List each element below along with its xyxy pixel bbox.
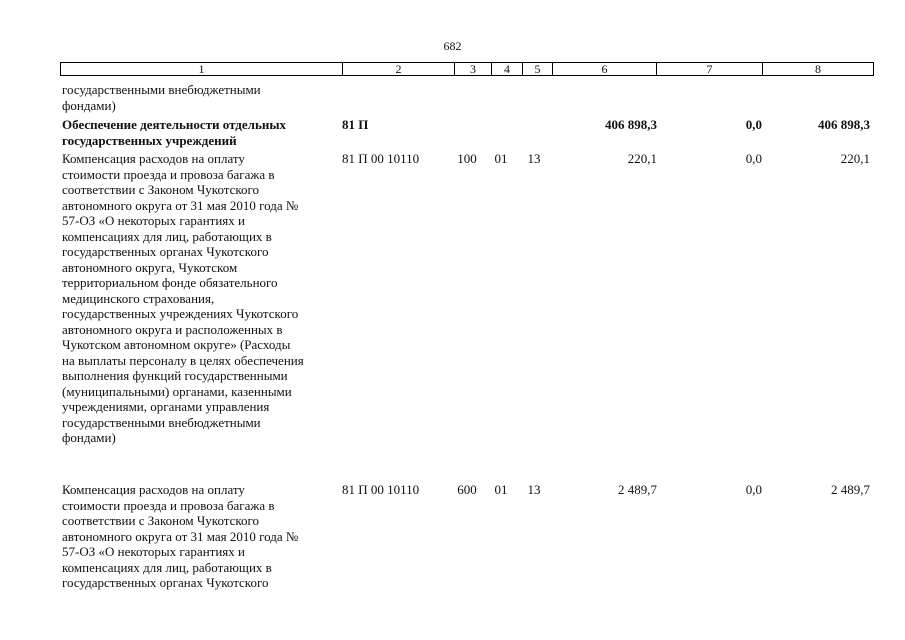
row-code: 81 П 00 10110 <box>342 482 420 497</box>
row-col-8: 2 489,7 <box>831 482 870 497</box>
row-col-8: 406 898,3 <box>818 117 870 132</box>
table-header-row <box>60 62 874 76</box>
row-description: государственными внебюджетными фондами) <box>62 82 261 113</box>
header-col-2: 2 <box>343 63 455 75</box>
row-col-4: 01 <box>494 482 508 497</box>
row-description: Компенсация расходов на оплату стоимости проезда и провоза багажа в соответствии с Законом Чукотского автономного округа от 31 мая 2010 года № 57-ОЗ «О некоторых гарантиях и компенсациях для лиц, работающих в государственных органах Чукотского автономного округа, Чукотском территориальном фонде обязательного медицинского страхования, государственных учреждениях Чукотского автономного округа и расположенных в Чукотском автономном округе» (Расходы на выплаты персоналу в целях обеспечения выполнения функций государственными (муниципальными) органами, казенными учреждениями, органами управления государственными внебюджетными фондами) <box>62 151 304 445</box>
row-col-5: 13 <box>527 482 541 497</box>
row-code: 81 П 00 10110 <box>342 151 420 166</box>
header-col-8: 8 <box>815 62 821 76</box>
row-col-3: 100 <box>457 151 477 166</box>
header-col-3: 3 <box>455 63 492 75</box>
row-col-7: 0,0 <box>745 117 762 132</box>
row-description: Компенсация расходов на оплату стоимости проезда и провоза багажа в соответствии с Законом Чукотского автономного округа от 31 мая 2010 года № 57-ОЗ «О некоторых гарантиях и компенсациях для лиц, работающих в государственных органах Чукотского <box>62 482 299 590</box>
row-col-6: 220,1 <box>627 151 657 166</box>
header-col-6: 6 <box>553 63 657 75</box>
header-col-4: 4 <box>492 63 523 75</box>
header-col-1: 1 <box>61 63 343 75</box>
row-col-7: 0,0 <box>745 151 762 166</box>
header-col-5: 5 <box>523 63 553 75</box>
row-col-6: 2 489,7 <box>618 482 657 497</box>
row-col-6: 406 898,3 <box>605 117 657 132</box>
page-number: 682 <box>443 39 462 53</box>
row-col-5: 13 <box>527 151 541 166</box>
row-description: Обеспечение деятельности отдельных государственных учреждений <box>62 117 286 148</box>
header-col-7: 7 <box>657 63 763 75</box>
row-col-3: 600 <box>457 482 477 497</box>
row-col-7: 0,0 <box>745 482 762 497</box>
row-col-8: 220,1 <box>840 151 870 166</box>
row-col-4: 01 <box>494 151 508 166</box>
row-code: 81 П <box>342 117 369 132</box>
